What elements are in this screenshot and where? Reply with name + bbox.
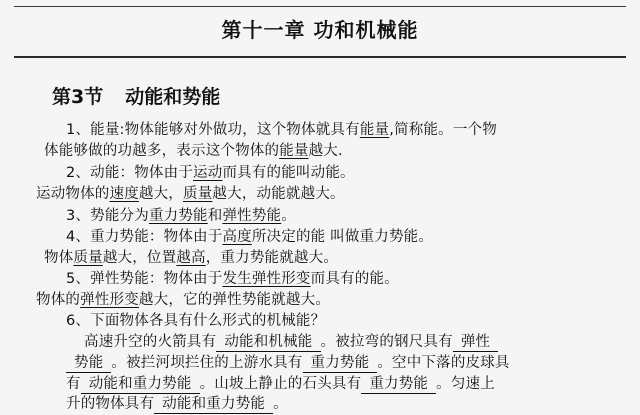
underlined-term: 弹性势能	[222, 208, 282, 224]
text-line	[66, 206, 296, 226]
text-line	[44, 141, 343, 161]
text-run: 体能够做的功越多，表示这个物体的	[44, 143, 280, 159]
section-title: 动能和势能	[125, 86, 221, 108]
text-run: 。	[273, 396, 288, 412]
text-run: ，重力势能就越大。	[205, 250, 339, 266]
underlined-term: 高度	[222, 229, 252, 245]
underlined-term: 重力势能	[148, 208, 208, 224]
section-number: 第3节	[52, 86, 104, 108]
answer-blank: 重力势能	[303, 354, 378, 373]
text-run: 。空中下落的皮球具	[377, 355, 510, 371]
text-run: 运动物体的	[36, 186, 110, 202]
top-rule	[14, 6, 626, 7]
text-run: ,简称能。一个物	[389, 122, 497, 138]
answer-blank: 动能和重力势能	[81, 375, 200, 394]
text-run: 升的物体具有	[66, 396, 155, 412]
text-line	[66, 227, 433, 247]
text-line	[44, 248, 338, 268]
text-line	[66, 311, 325, 331]
text-run: 。匀速上	[436, 376, 495, 392]
underlined-term: 质量	[183, 186, 213, 202]
text-line	[36, 290, 330, 310]
text-line	[36, 184, 345, 204]
text-line	[66, 120, 497, 140]
text-run: 。山坡上静止的石头具有	[199, 376, 362, 392]
answer-blank: 动能和机械能	[216, 333, 320, 352]
underlined-term: 越高	[176, 250, 206, 266]
text-line	[66, 163, 355, 183]
header-divider	[14, 56, 626, 58]
section-heading	[52, 82, 220, 109]
text-run: 。被拉弯的钢尺具有	[320, 334, 453, 350]
text-run: 。被拦河坝拦住的上游水具有	[111, 355, 303, 371]
text-run: 有	[66, 376, 81, 392]
text-run: 所决定的能 叫做重力势能。	[251, 229, 434, 245]
text-line	[66, 269, 399, 289]
text-run: 物体的	[36, 292, 81, 308]
text-line	[84, 332, 498, 352]
text-run: 1、能量:物体能够对外做功，这个物体就具有	[66, 122, 360, 138]
underlined-term: 能量	[279, 143, 309, 159]
text-line	[66, 374, 495, 394]
text-line	[66, 394, 288, 414]
text-run: 越大，	[138, 186, 184, 202]
text-run: 5、弹性势能：物体由于	[66, 271, 223, 287]
text-run: 越大.	[308, 143, 343, 159]
answer-blank: 弹性	[453, 333, 498, 352]
text-run: 。	[281, 208, 296, 224]
underlined-term: 运动	[193, 165, 223, 181]
underlined-term: 能量	[359, 122, 390, 138]
text-run: 越大，它的弹性势能就越大。	[138, 292, 331, 308]
text-run: 越大，位置	[102, 250, 177, 266]
text-run: 2、动能：物体由于	[66, 165, 194, 181]
chapter-title: 第十一章 功和机械能	[221, 18, 419, 42]
text-run: 而具有的能叫动能。	[222, 165, 355, 181]
underlined-term: 速度	[109, 186, 139, 202]
answer-blank: 重力势能	[361, 375, 436, 394]
text-line	[66, 353, 510, 373]
text-run: 和	[207, 208, 223, 224]
text-run: 而具有的能。	[310, 271, 399, 287]
text-run: 6、下面物体各具有什么形式的机械能？	[66, 313, 326, 329]
text-run: 3、势能分为	[66, 208, 149, 224]
answer-blank: 势能	[66, 354, 111, 373]
text-run: 高速升空的火箭具有	[84, 334, 217, 350]
underlined-term: 发生弹性形变	[222, 271, 311, 287]
answer-blank: 动能和重力势能	[154, 395, 273, 414]
text-run: 越大，动能就越大。	[212, 186, 345, 202]
underlined-term: 质量	[73, 250, 103, 266]
text-run: 物体	[44, 250, 74, 266]
text-run: 4、重力势能：物体由于	[66, 229, 223, 245]
underlined-term: 弹性形变	[80, 292, 139, 308]
